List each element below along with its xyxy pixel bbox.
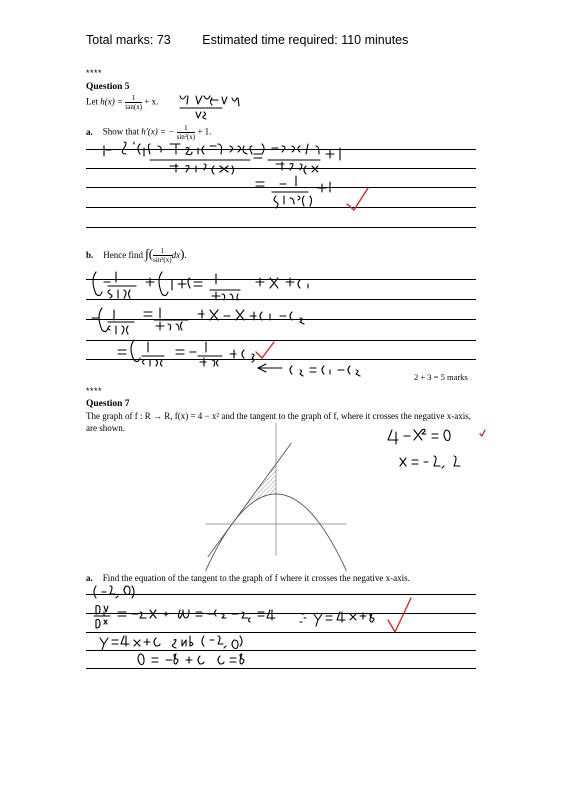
q7-part-a: a. Find the equation of the tangent to the graph of f where it crosses the negative x-axis. xyxy=(86,573,410,583)
q5-definition: Let h(x) = $\frac{1}{\tan(x)}$ + x. xyxy=(86,94,159,111)
q7-stem: The graph of f : R → R, f(x) = 4 − x² and the tangent to the graph of f, where it crosses the negative x-axis, are shown. xyxy=(86,411,471,433)
q5a-working-line-2 xyxy=(256,176,330,208)
q5-difficulty-stars: **** xyxy=(86,68,103,78)
q5b-working-line-3 xyxy=(118,340,254,366)
q5-part-b: b. Hence find ∫( $\frac{1}{\text{sin²(x)}}$ dx). xyxy=(86,246,187,265)
q5b-working-line-2 xyxy=(92,308,304,334)
q7-difficulty-stars: **** xyxy=(86,386,103,396)
q5b-working-line-1 xyxy=(93,272,308,300)
tick-mark xyxy=(388,598,411,632)
q5-fraction: $\frac{1}{\tan(x)}$ xyxy=(125,94,143,111)
q5-title: Question 5 xyxy=(86,82,130,92)
q5-part-a: a. Show that h′(x) = − $\frac{1}{\text{sin²(x)}}$ + 1. xyxy=(86,124,212,141)
tick-mark xyxy=(480,430,485,436)
total-marks: Total marks: 73 xyxy=(86,33,171,47)
estimated-time: Estimated time required: 110 minutes xyxy=(202,33,409,47)
q5a-working-line-1 xyxy=(104,142,340,174)
q7-title: Question 7 xyxy=(86,399,130,409)
tick-mark xyxy=(347,188,368,210)
tick-mark xyxy=(256,342,274,358)
q7-side-working xyxy=(388,429,460,468)
quotient-rule-note xyxy=(180,96,239,119)
q5-marks: 2 + 3 = 5 marks xyxy=(414,372,468,382)
q7-answer-working xyxy=(94,586,374,665)
q5b-constant-note xyxy=(258,364,360,376)
